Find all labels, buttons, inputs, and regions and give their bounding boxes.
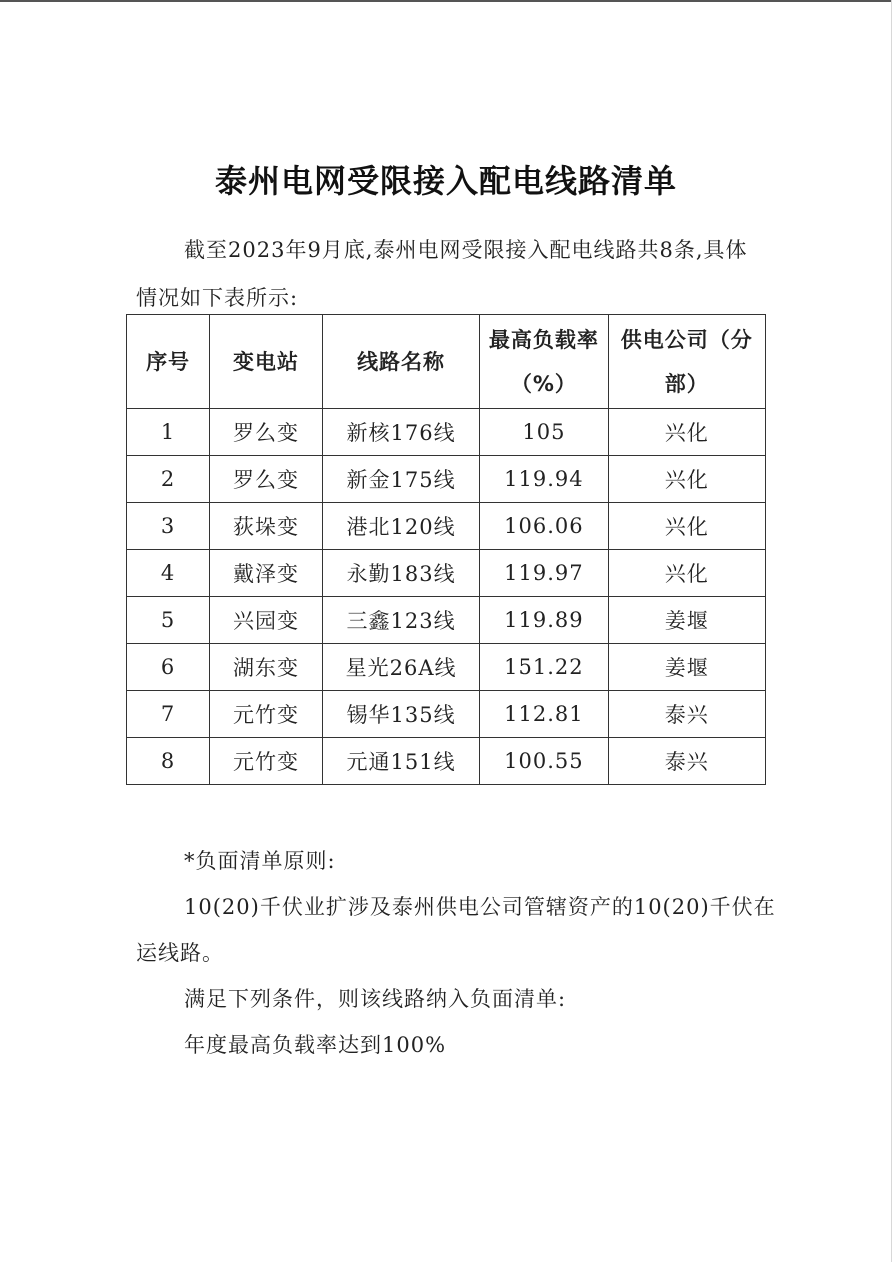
cell-max-load-rate: 119.89 — [480, 597, 608, 644]
cell-max-load-rate: 100.55 — [480, 738, 608, 785]
intro-paragraph: 截至2023年9月底,泰州电网受限接入配电线路共8条,具体情况如下表所示: — [136, 238, 748, 310]
cell-line-name: 永勤183线 — [322, 550, 479, 597]
cell-substation: 湖东变 — [210, 644, 323, 691]
cell-substation: 元竹变 — [210, 738, 323, 785]
table-row — [127, 409, 766, 456]
cell-line-name: 星光26A线 — [322, 644, 479, 691]
notes-heading: *负面清单原则: — [184, 849, 336, 873]
cell-max-load-rate: 106.06 — [480, 503, 608, 550]
cell-supply-company: 兴化 — [608, 503, 765, 550]
notes-scope: 10(20)千伏业扩涉及泰州供电公司管辖资产的10(20)千伏在运线路。 — [136, 895, 776, 965]
cell-substation: 元竹变 — [210, 691, 323, 738]
table-row — [127, 503, 766, 550]
cell-max-load-rate: 112.81 — [480, 691, 608, 738]
cell-line-name: 新金175线 — [322, 456, 479, 503]
notes-condition-intro: 满足下列条件，则该线路纳入负面清单: — [184, 987, 567, 1011]
table-row — [127, 644, 766, 691]
table-row — [127, 456, 766, 503]
cell-supply-company: 泰兴 — [608, 738, 765, 785]
cell-index: 5 — [127, 597, 210, 644]
cell-supply-company: 兴化 — [608, 409, 765, 456]
cell-line-name: 锡华135线 — [322, 691, 479, 738]
cell-line-name: 新核176线 — [322, 409, 479, 456]
cell-max-load-rate: 105 — [480, 409, 608, 456]
cell-substation: 荻垛变 — [210, 503, 323, 550]
cell-index: 8 — [127, 738, 210, 785]
header-max-load-rate: 最高负载率（%） — [480, 315, 608, 409]
header-substation: 变电站 — [210, 315, 323, 409]
cell-index: 6 — [127, 644, 210, 691]
cell-supply-company: 姜堰 — [608, 597, 765, 644]
table-row — [127, 597, 766, 644]
cell-max-load-rate: 119.97 — [480, 550, 608, 597]
header-index: 序号 — [127, 315, 210, 409]
cell-line-name: 港北120线 — [322, 503, 479, 550]
header-line-name: 线路名称 — [322, 315, 479, 409]
cell-max-load-rate: 151.22 — [480, 644, 608, 691]
page-top-border — [0, 0, 892, 2]
cell-supply-company: 兴化 — [608, 550, 765, 597]
table-row — [127, 550, 766, 597]
cell-supply-company: 兴化 — [608, 456, 765, 503]
cell-index: 2 — [127, 456, 210, 503]
cell-substation: 罗么变 — [210, 456, 323, 503]
cell-supply-company: 泰兴 — [608, 691, 765, 738]
cell-max-load-rate: 119.94 — [480, 456, 608, 503]
cell-supply-company: 姜堰 — [608, 644, 765, 691]
notes-condition: 年度最高负载率达到100% — [184, 1033, 447, 1057]
cell-index: 4 — [127, 550, 210, 597]
negative-list-notes — [136, 838, 776, 1068]
document-title: 泰州电网受限接入配电线路清单 — [214, 162, 677, 200]
cell-index: 7 — [127, 691, 210, 738]
cell-substation: 戴泽变 — [210, 550, 323, 597]
cell-index: 3 — [127, 503, 210, 550]
cell-substation: 兴园变 — [210, 597, 323, 644]
cell-line-name: 三鑫123线 — [322, 597, 479, 644]
header-supply-company: 供电公司（分部） — [608, 315, 765, 409]
table-row — [127, 691, 766, 738]
cell-index: 1 — [127, 409, 210, 456]
table-header-row — [127, 315, 766, 409]
table-row — [127, 738, 766, 785]
cell-line-name: 元通151线 — [322, 738, 479, 785]
restricted-lines-table — [126, 314, 766, 785]
cell-substation: 罗么变 — [210, 409, 323, 456]
